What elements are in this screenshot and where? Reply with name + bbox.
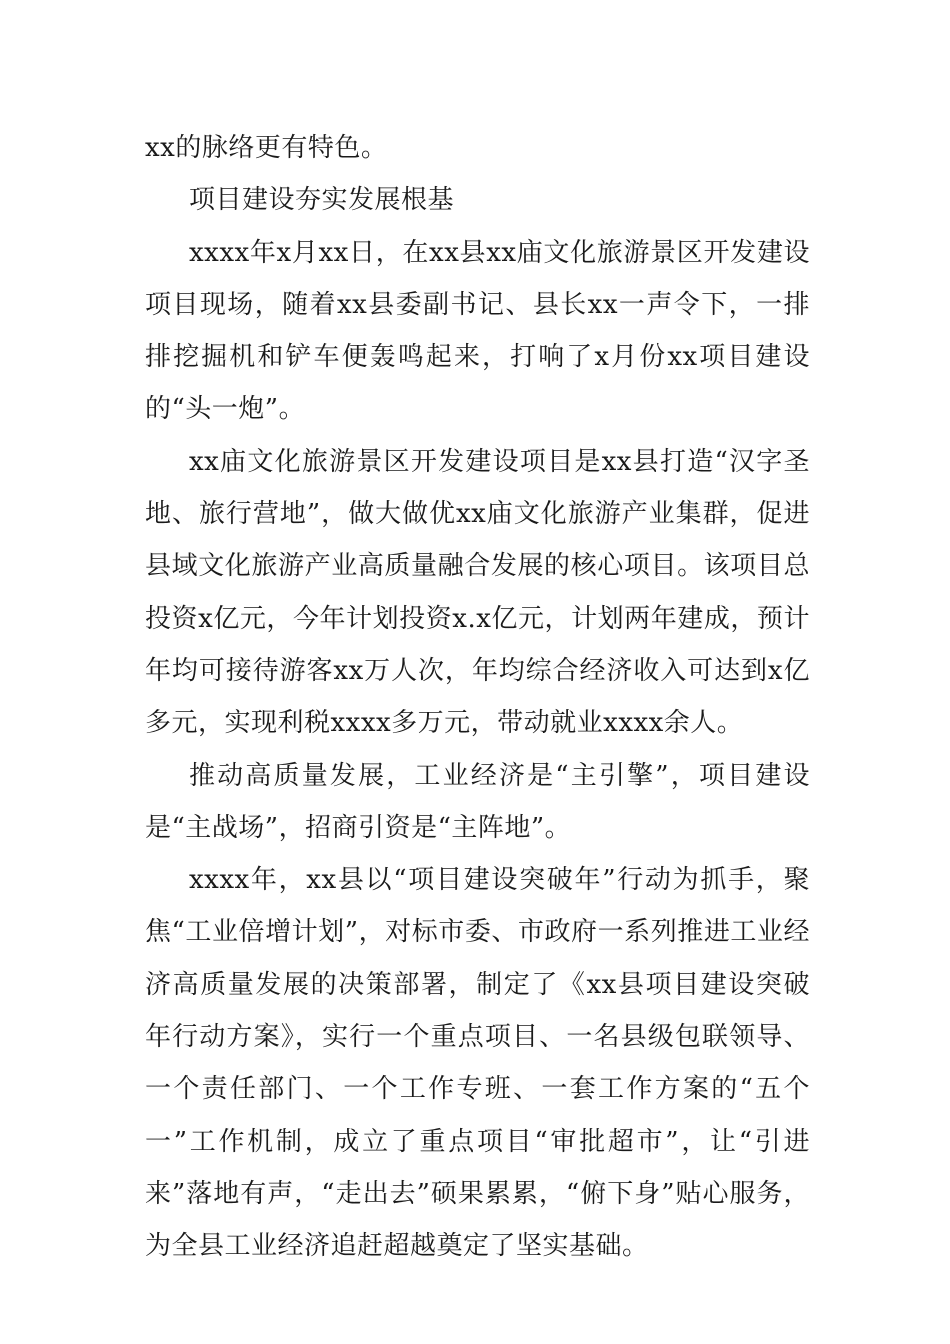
document-body: [145, 122, 810, 1273]
body-paragraph: 推动高质量发展，工业经济是“主引擎”，项目建设是“主战场”，招商引资是“主阵地”。: [145, 760, 810, 843]
body-paragraph: xx庙文化旅游景区开发建设项目是xx县打造“汉字圣地、旅行营地”，做大做优xx庙文化旅游产业集群，促进县域文化旅游产业高质量融合发展的核心项目。该项目总投资x亿元，今年计划投资x.x亿元，计划两年建成，预计年均可接待游客xx万人次，年均综合经济收入可达到x亿多元，实现利税xxxx多万元，带动就业xxxx余人。: [145, 446, 810, 739]
section-heading: 项目建设夯实发展根基: [189, 185, 455, 216]
body-paragraph: xxxx年x月xx日，在xx县xx庙文化旅游景区开发建设项目现场，随着xx县委副书记、县长xx一声令下，一排排挖掘机和铲车便轰鸣起来，打响了x月份xx项目建设的“头一炮”。: [145, 237, 810, 425]
continuation-paragraph: xx的脉络更有特色。: [145, 133, 388, 163]
body-paragraph: xxxx年，xx县以“项目建设突破年”行动为抓手，聚焦“工业倍增计划”，对标市委、市政府一系列推进工业经济高质量发展的决策部署，制定了《xx县项目建设突破年行动方案》，实行一个重点项目、一名县级包联领导、一个责任部门、一个工作专班、一套工作方案的“五个一”工作机制，成立了重点项目“审批超市”，让“引进来”落地有声，“走出去”硕果累累，“俯下身”贴心服务，为全县工业经济追赶超越奠定了坚实基础。: [145, 865, 810, 1262]
